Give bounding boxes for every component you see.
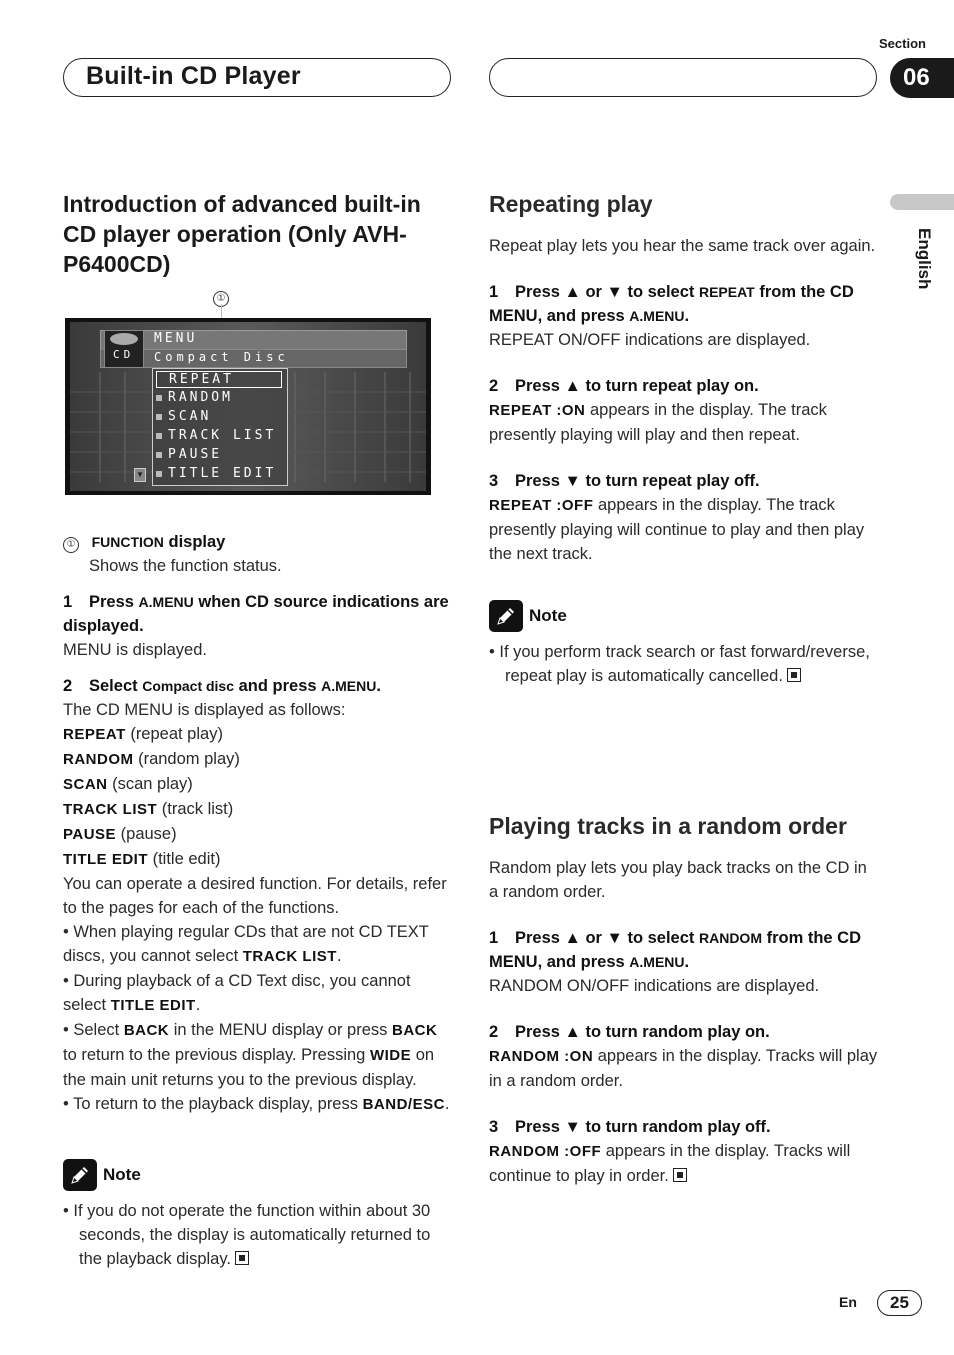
cd-menu-list: [63, 722, 455, 872]
screen-menu-item-label: SCAN: [168, 409, 212, 424]
scroll-down-icon: ▼: [134, 468, 146, 482]
pencil-note-icon: [63, 1159, 97, 1191]
end-mark-icon: [235, 1251, 249, 1265]
language-label: English: [915, 228, 934, 290]
menu-bullet-icon: [156, 414, 162, 420]
screen-menu-item: [156, 428, 282, 445]
callout-number: ①: [213, 291, 229, 307]
menu-bullet-icon: [156, 433, 162, 439]
left-heading-block: [63, 189, 453, 279]
left-step-2: 2 Select Compact disc and press A.MENU.: [63, 677, 381, 695]
repeat-step-1-result: REPEAT ON/OFF indications are displayed.: [489, 331, 811, 349]
footer-language: En: [839, 1294, 857, 1310]
right-note-text: • If you perform track search or fast forward/reverse, repeat play is automatically cancelled.: [489, 643, 870, 685]
screen-menu-bar: [100, 330, 407, 350]
left-step-1-result: MENU is displayed.: [63, 641, 207, 659]
right-note-heading: Note: [489, 600, 879, 632]
repeat-step-3-result: REPEAT :OFF appears in the display. The track presently playing will continue to play and then play the next track.: [489, 496, 865, 563]
menu-bullet-icon: [156, 395, 162, 401]
callout-label-marker: ①: [63, 537, 79, 553]
pencil-note-icon: [489, 600, 523, 632]
cd-menu-list-item: RANDOM (random play): [63, 750, 240, 768]
operate-text: You can operate a desired function. For details, refer to the pages for each of the functions.: [63, 875, 447, 917]
screen-menu-item: [156, 371, 282, 388]
screen-menu-item-label: REPEAT: [169, 372, 234, 387]
left-note-heading: Note: [63, 1159, 455, 1191]
bullet-back: • Select BACK in the MENU display or press BACK to return to the previous display. Pressing WIDE on the main unit returns you to the previous display.: [63, 1021, 438, 1089]
repeat-intro: Repeat play lets you hear the same track over again.: [489, 237, 876, 255]
screen-menu-item-label: TITLE EDIT: [168, 466, 277, 481]
cd-menu-list-item: SCAN (scan play): [63, 775, 193, 793]
random-step-2-result: RANDOM :ON appears in the display. Tracks will play in a random order.: [489, 1047, 878, 1090]
repeat-heading: Repeating play: [489, 191, 653, 217]
section-number-badge: 06: [890, 58, 954, 98]
callout-desc: Shows the function status.: [89, 557, 282, 575]
random-step-1-result: RANDOM ON/OFF indications are displayed.: [489, 977, 820, 995]
repeat-step-1: 1 Press ▲ or ▼ to select REPEAT from the CD MENU, and press A.MENU.: [489, 283, 854, 325]
random-step-2: 2 Press ▲ to turn random play on.: [489, 1023, 770, 1041]
cd-menu-list-item: PAUSE (pause): [63, 825, 177, 843]
menu-bullet-icon: [156, 471, 162, 477]
language-tab: [890, 194, 954, 210]
left-step-1: 1 Press A.MENU when CD source indications are displayed.: [63, 593, 449, 635]
header-title-pill: [63, 58, 451, 97]
bullet-band-esc: • To return to the playback display, press BAND/ESC.: [63, 1095, 450, 1113]
screen-menu-item-label: RANDOM: [168, 390, 233, 405]
left-column: [63, 530, 455, 1271]
callout-label: ① FUNCTION display: [63, 530, 455, 554]
random-step-3: 3 Press ▼ to turn random play off.: [489, 1118, 771, 1136]
screen-menu-item: [156, 466, 282, 483]
random-step-1: 1 Press ▲ or ▼ to select RANDOM from the CD MENU, and press A.MENU.: [489, 929, 861, 971]
screen-menu-item: [156, 447, 282, 464]
cd-menu-list-item: TITLE EDIT (title edit): [63, 850, 221, 868]
screen-menu-item-label: TRACK LIST: [168, 428, 277, 443]
random-step-3-result: RANDOM :OFF appears in the display. Tracks will continue to play in order.: [489, 1142, 851, 1185]
page-number: 25: [877, 1290, 922, 1316]
page-title: Built-in CD Player: [86, 62, 301, 90]
right-column-repeat: [489, 189, 879, 688]
screen-menu-item-label: PAUSE: [168, 447, 223, 462]
bullet-track-list: • When playing regular CDs that are not CD TEXT discs, you cannot select TRACK LIST.: [63, 923, 429, 965]
repeat-step-2: 2 Press ▲ to turn repeat play on.: [489, 377, 759, 395]
menu-screen-inner: [70, 322, 426, 491]
repeat-step-2-result: REPEAT :ON appears in the display. The track presently playing will play and then repeat.: [489, 401, 827, 444]
intro-heading: Introduction of advanced built-in CD player operation (Only AVH-P6400CD): [63, 191, 421, 277]
repeat-step-3: 3 Press ▼ to turn repeat play off.: [489, 472, 760, 490]
screen-menu-title: MENU: [154, 331, 198, 346]
random-intro: Random play lets you play back tracks on the CD in a random order.: [489, 859, 867, 901]
end-mark-icon: [787, 668, 801, 682]
screen-submenu-title: Compact Disc: [154, 350, 289, 364]
menu-screen-image: [65, 318, 431, 495]
left-step-2-result: The CD MENU is displayed as follows:: [63, 701, 346, 719]
bullet-title-edit: • During playback of a CD Text disc, you cannot select TITLE EDIT.: [63, 972, 411, 1014]
menu-bullet-icon: [156, 452, 162, 458]
cd-menu-list-item: TRACK LIST (track list): [63, 800, 234, 818]
cd-menu-list-item: REPEAT (repeat play): [63, 725, 223, 743]
disc-icon: [104, 330, 144, 368]
right-column-random: [489, 811, 879, 1188]
random-heading: Playing tracks in a random order: [489, 813, 847, 839]
section-label: Section: [879, 36, 926, 51]
end-mark-icon: [673, 1168, 687, 1182]
header-blank-pill: [489, 58, 877, 97]
screen-menu-item: [156, 409, 282, 426]
screen-menu-item: [156, 390, 282, 407]
left-note-text: • If you do not operate the function within about 30 seconds, the display is automatically returned to the playback display.: [63, 1202, 431, 1268]
disc-label: CD: [113, 348, 135, 361]
